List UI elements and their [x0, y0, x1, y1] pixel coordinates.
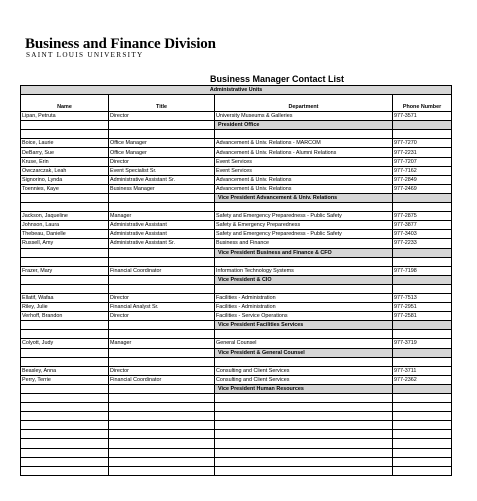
contact-department [215, 430, 393, 439]
contact-title: Office Manager [109, 148, 215, 157]
contact-phone [393, 394, 452, 403]
contact-row [21, 130, 452, 139]
contact-phone: 977-2875 [393, 212, 452, 221]
contact-department: Facilities - Administration [215, 293, 393, 302]
group-row [21, 121, 452, 130]
contact-title [109, 421, 215, 430]
contact-phone [393, 357, 452, 366]
group-row [21, 248, 452, 257]
contact-department: Event Services [215, 157, 393, 166]
contact-phone: 977-2362 [393, 375, 452, 384]
contact-phone [393, 466, 452, 475]
contact-title [109, 412, 215, 421]
contact-row [21, 184, 452, 193]
contact-title: Business Manager [109, 184, 215, 193]
contact-title: Director [109, 293, 215, 302]
contact-title [109, 394, 215, 403]
contact-name [21, 457, 109, 466]
contact-name: Frazer, Mary [21, 266, 109, 275]
group-label: Vice President Facilities Services [215, 321, 393, 330]
contact-phone: 977-3571 [393, 112, 452, 121]
contact-row [21, 394, 452, 403]
contact-title [109, 330, 215, 339]
contact-row [21, 139, 452, 148]
contact-title [109, 430, 215, 439]
contact-phone [393, 284, 452, 293]
column-header-department: Department [215, 95, 393, 112]
contact-department: Safety and Emergency Preparedness - Public Safety [215, 212, 393, 221]
contact-name: Toennies, Kaye [21, 184, 109, 193]
group-row [21, 321, 452, 330]
contact-phone [393, 457, 452, 466]
contact-name: Jackson, Jaqueline [21, 212, 109, 221]
contact-title: Office Manager [109, 139, 215, 148]
contact-name: Lipan, Petruta [21, 112, 109, 121]
contact-name: Johnson, Laura [21, 221, 109, 230]
group-row-blank-cell [21, 348, 109, 357]
group-label: President Office [215, 121, 393, 130]
contact-department [215, 330, 393, 339]
contact-row [21, 403, 452, 412]
contact-department: Information Technology Systems [215, 266, 393, 275]
contact-name [21, 203, 109, 212]
contact-name: Perry, Terrie [21, 375, 109, 384]
group-row-blank-cell [109, 193, 215, 202]
contact-department: University Museums & Galleries [215, 112, 393, 121]
contact-name: DeBarry, Sue [21, 148, 109, 157]
contact-phone: 977-2581 [393, 312, 452, 321]
group-row-blank-cell [109, 384, 215, 393]
contact-row [21, 203, 452, 212]
contact-row [21, 175, 452, 184]
contact-row [21, 148, 452, 157]
contact-phone [393, 203, 452, 212]
group-row-blank-cell [21, 275, 109, 284]
group-row [21, 275, 452, 284]
contact-phone: 977-7198 [393, 266, 452, 275]
contact-name [21, 466, 109, 475]
contact-department: Safety and Emergency Preparedness - Public Safety [215, 230, 393, 239]
contact-row [21, 439, 452, 448]
group-row-blank-cell [109, 348, 215, 357]
contact-department: Facilities - Service Operations [215, 312, 393, 321]
contact-name [21, 421, 109, 430]
contact-name: Kruse, Erin [21, 157, 109, 166]
group-row-blank-cell [393, 275, 452, 284]
group-row-blank-cell [393, 384, 452, 393]
contact-department [215, 203, 393, 212]
contact-name [21, 439, 109, 448]
group-row [21, 384, 452, 393]
contact-phone: 977-3403 [393, 230, 452, 239]
contact-table [20, 85, 452, 476]
group-row-blank-cell [21, 248, 109, 257]
group-row-blank-cell [109, 275, 215, 284]
group-row-blank-cell [109, 121, 215, 130]
group-label: Vice President Human Resources [215, 384, 393, 393]
contact-row [21, 157, 452, 166]
contact-title: Director [109, 157, 215, 166]
group-row-blank-cell [393, 193, 452, 202]
group-row-blank-cell [393, 348, 452, 357]
contact-row [21, 421, 452, 430]
contact-title [109, 284, 215, 293]
contact-department [215, 412, 393, 421]
contact-name [21, 357, 109, 366]
contact-row [21, 330, 452, 339]
contact-name [21, 448, 109, 457]
contact-phone [393, 412, 452, 421]
contact-row [21, 166, 452, 175]
contact-department: Event Services [215, 166, 393, 175]
contact-name: Colyott, Judy [21, 339, 109, 348]
contact-title [109, 257, 215, 266]
contact-name [21, 284, 109, 293]
group-row [21, 193, 452, 202]
column-header-name: Name [21, 95, 109, 112]
contact-name [21, 394, 109, 403]
contact-row [21, 221, 452, 230]
group-row-blank-cell [393, 121, 452, 130]
contact-phone [393, 430, 452, 439]
contact-department: Advancement & Univ. Relations [215, 175, 393, 184]
contact-row [21, 375, 452, 384]
contact-title: Event Specialist Sr. [109, 166, 215, 175]
contact-phone [393, 448, 452, 457]
contact-row [21, 266, 452, 275]
contact-phone: 977-3711 [393, 366, 452, 375]
contact-name: Verhoff, Brandon [21, 312, 109, 321]
contact-phone: 977-2231 [393, 148, 452, 157]
contact-title: Director [109, 366, 215, 375]
contact-title: Director [109, 112, 215, 121]
group-label: Vice President Advancement & Univ. Relations [215, 193, 393, 202]
column-header-row [21, 95, 452, 112]
contact-title: Administrative Assistant Sr. [109, 239, 215, 248]
contact-name: Thebeau, Danielle [21, 230, 109, 239]
contact-name [21, 430, 109, 439]
group-label: Vice President Business and Finance & CFO [215, 248, 393, 257]
contact-department: Facilities - Administration [215, 303, 393, 312]
contact-department: Advancement & Univ. Relations - Alumni Relations [215, 148, 393, 157]
contact-title: Financial Coordinator [109, 375, 215, 384]
column-header-phone: Phone Number [393, 95, 452, 112]
contact-phone: 977-7270 [393, 139, 452, 148]
contact-title: Manager [109, 212, 215, 221]
contact-phone [393, 421, 452, 430]
contact-phone: 977-7162 [393, 166, 452, 175]
group-row-blank-cell [393, 248, 452, 257]
contact-name [21, 412, 109, 421]
contact-name: Beasley, Anna [21, 366, 109, 375]
contact-department [215, 403, 393, 412]
group-row-blank-cell [21, 121, 109, 130]
contact-department: Advancement & Univ. Relations - MARCOM [215, 139, 393, 148]
contact-name: Ellatif, Wafaa [21, 293, 109, 302]
contact-phone: 977-3877 [393, 221, 452, 230]
contact-title [109, 357, 215, 366]
contact-row [21, 448, 452, 457]
university-name: SAINT LOUIS UNIVERSITY [26, 51, 144, 59]
contact-phone [393, 130, 452, 139]
group-row-blank-cell [21, 384, 109, 393]
group-row-blank-cell [109, 321, 215, 330]
contact-name [21, 330, 109, 339]
contact-name [21, 130, 109, 139]
contact-department [215, 130, 393, 139]
contact-name: Boice, Laurie [21, 139, 109, 148]
contact-department [215, 357, 393, 366]
group-label: Vice President & General Counsel [215, 348, 393, 357]
contact-name: Owczarczak, Leah [21, 166, 109, 175]
group-row-blank-cell [393, 321, 452, 330]
contact-department [215, 439, 393, 448]
contact-department [215, 257, 393, 266]
contact-department: Consulting and Client Services [215, 366, 393, 375]
contact-title [109, 439, 215, 448]
contact-title [109, 466, 215, 475]
contact-department: Consulting and Client Services [215, 375, 393, 384]
contact-department [215, 421, 393, 430]
group-label: Vice President & CIO [215, 275, 393, 284]
contact-phone: 977-2469 [393, 184, 452, 193]
contact-title: Administrative Assistant Sr. [109, 175, 215, 184]
contact-row [21, 239, 452, 248]
contact-department: Business and Finance [215, 239, 393, 248]
contact-name [21, 403, 109, 412]
contact-phone: 977-2849 [393, 175, 452, 184]
contact-title: Manager [109, 339, 215, 348]
contact-department [215, 448, 393, 457]
contact-name: Signorino, Lynda [21, 175, 109, 184]
contact-row [21, 303, 452, 312]
contact-department [215, 394, 393, 403]
contact-title: Director [109, 312, 215, 321]
contact-title: Financial Analyst Sr. [109, 303, 215, 312]
contact-title: Administrative Assistant [109, 230, 215, 239]
contact-row [21, 293, 452, 302]
contact-phone: 977-2233 [393, 239, 452, 248]
section-header: Administrative Units [21, 86, 452, 95]
contact-title [109, 448, 215, 457]
section-header-row [21, 86, 452, 95]
contact-row [21, 284, 452, 293]
contact-phone: 977-2951 [393, 303, 452, 312]
column-header-title: Title [109, 95, 215, 112]
contact-title [109, 403, 215, 412]
contact-row [21, 312, 452, 321]
contact-department [215, 457, 393, 466]
document-title: Business Manager Contact List [210, 74, 345, 84]
contact-row [21, 466, 452, 475]
contact-name [21, 257, 109, 266]
group-row [21, 348, 452, 357]
contact-row [21, 112, 452, 121]
contact-department: Advancement & Univ. Relations [215, 184, 393, 193]
contact-phone [393, 330, 452, 339]
contact-department [215, 284, 393, 293]
contact-phone: 977-3719 [393, 339, 452, 348]
contact-phone [393, 403, 452, 412]
contact-row [21, 230, 452, 239]
contact-department: Safety & Emergency Preparedness [215, 221, 393, 230]
contact-phone [393, 257, 452, 266]
contact-title [109, 203, 215, 212]
contact-title [109, 130, 215, 139]
contact-row [21, 412, 452, 421]
contact-row [21, 430, 452, 439]
contact-row [21, 366, 452, 375]
group-row-blank-cell [21, 321, 109, 330]
contact-row [21, 257, 452, 266]
contact-title [109, 457, 215, 466]
contact-phone [393, 439, 452, 448]
group-row-blank-cell [21, 193, 109, 202]
contact-row [21, 357, 452, 366]
contact-row [21, 339, 452, 348]
contact-name: Russell, Amy [21, 239, 109, 248]
contact-phone: 977-7513 [393, 293, 452, 302]
contact-phone: 977-7207 [393, 157, 452, 166]
division-title: Business and Finance Division [25, 36, 216, 52]
contact-title: Financial Coordinator [109, 266, 215, 275]
contact-department [215, 466, 393, 475]
group-row-blank-cell [109, 248, 215, 257]
contact-name: Riley, Julie [21, 303, 109, 312]
contact-row [21, 212, 452, 221]
contact-department: General Counsel [215, 339, 393, 348]
contact-title: Administrative Assistant [109, 221, 215, 230]
contact-row [21, 457, 452, 466]
